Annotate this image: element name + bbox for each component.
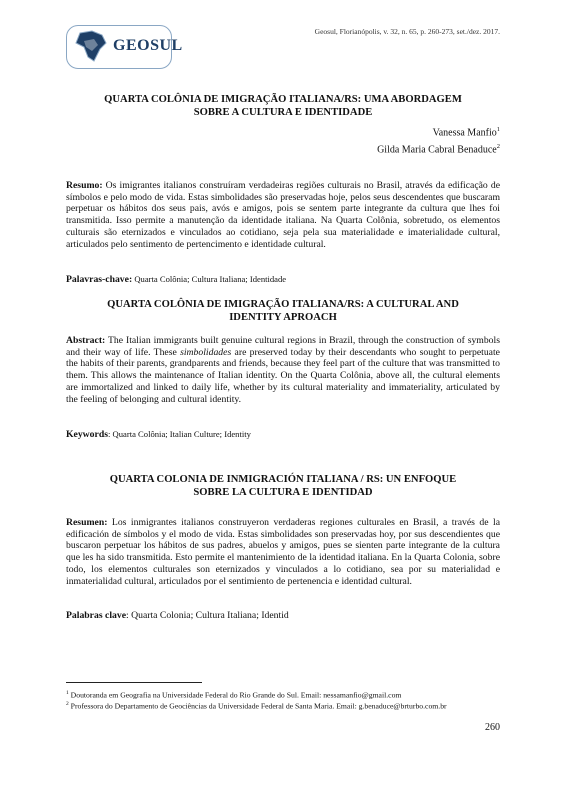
- abstract-emphasis: simbolidades: [180, 346, 232, 358]
- title-en-line2: IDENTITY APROACH: [229, 312, 337, 323]
- resumen-paragraph: [66, 517, 500, 587]
- title-es-line1: QUARTA COLONIA DE INMIGRACIÓN ITALIANA / RS: UN ENFOQUE: [109, 474, 457, 485]
- journal-logo: [66, 25, 183, 69]
- author-note: 2: [496, 143, 500, 151]
- palabras-clave-values: : Quarta Colonia; Cultura Italiana; Identid: [126, 610, 289, 621]
- palavras-chave-values: Quarta Colônia; Cultura Italiana; Identidade: [132, 274, 287, 284]
- palavras-chave: [66, 274, 500, 286]
- page-number: 260: [485, 722, 500, 733]
- title-english: [66, 298, 500, 324]
- resumo-label: Resumo:: [66, 180, 103, 191]
- author-list: [377, 123, 500, 158]
- author-name: Gilda Maria Cabral Benaduce: [377, 144, 497, 156]
- footnote-2: [66, 699, 500, 712]
- abstract-text-a: The Italian immigrants built genuine cultural regions in Brazil, through the construction of symbols and their way of life. These: [66, 335, 500, 358]
- keywords-values: : Quarta Colônia; Italian Culture; Identity: [107, 429, 251, 439]
- title-portuguese: [66, 93, 500, 119]
- keywords-label: Keywords: [66, 429, 108, 440]
- abstract-text-b: are preserved today by their descendants who sought to perpetuate the habits of their parents, grandparents and friends, because they feel part of the culture that was transmitted to them. This allows the maintenance of Italian identity. On the Quarta Colônia, above all, the cultural elements are immortalized and linked to daily life, whether by its cultural materiality and immateriality, articulated by the feeling of belonging and cultural identity.: [66, 346, 500, 405]
- footnote-number: 2: [66, 701, 69, 707]
- resumen-text: Los inmigrantes italianos construyeron verdaderas regiones culturales en Brasil, a través de la edificación de símbolos y el modo de vida. Estas simbolidades son preservadas hoy, por sus descendientes que buscaron perpetuar los hábitos de sus padres, abuelos y amigos, pues se sienten parte integrante de la cultura que les ha sido transmitida. Esto permite el mantenimiento de la identidad italiana. En la Quarta Colonia, sobre todo, los elementos culturales son eternizados y vinculados a lo cotidiano, sea por su materialidad e inmaterialidad cultural, articulados por el sentimiento de pertenencia e identidad cultural.: [66, 517, 500, 587]
- abstract-paragraph: [66, 335, 500, 405]
- resumo-paragraph: [66, 180, 500, 250]
- journal-reference: Geosul, Florianópolis, v. 32, n. 65, p. 260-273, set./dez. 2017.: [314, 27, 500, 36]
- author-1: [377, 123, 500, 140]
- footnote-divider: [66, 682, 202, 683]
- title-en-line1: QUARTA COLÔNIA DE IMIGRAÇÃO ITALIANA/RS: A CULTURAL AND: [107, 299, 459, 310]
- map-silhouette-icon: [72, 29, 112, 65]
- author-2: [377, 140, 500, 157]
- footnote-text: Doutoranda em Geografia na Universidade Federal do Rio Grande do Sul. Email: nessamanfio@gmail.com: [68, 690, 402, 700]
- title-es-line2: SOBRE LA CULTURA E IDENTIDAD: [193, 487, 373, 498]
- footnote-number: 1: [66, 690, 69, 696]
- palabras-clave-label: Palabras clave: [66, 610, 126, 621]
- palabras-clave: [66, 610, 500, 622]
- resumo-text: Os imigrantes italianos construíram verdadeiras regiões culturais no Brasil, através da edificação de símbolos e pelo modo de vida. Estas simbolidades são preservadas hoje, pelos seus descendentes que buscaram perpetuar os hábitos dos seus pais, avós e amigos, pois se sentem parte integrante da cultura que lhes foi transmitida. Isso permite a manutenção da identidade italiana. Na Quarta Colônia, sobretudo, os elementos culturais são eternizados e vinculados ao cotidiano, seja pela sua materialidade e imaterialidade cultural, articulados pelo sentimento de pertencimento e identidade cultural.: [66, 180, 500, 250]
- author-name: Vanessa Manfio: [432, 127, 497, 139]
- abstract-label: Abstract:: [66, 335, 106, 346]
- title-spanish: [66, 473, 500, 499]
- title-pt-line2: SOBRE A CULTURA E IDENTIDADE: [193, 107, 373, 118]
- logo-text: GEOSUL: [113, 37, 183, 54]
- author-note: 1: [496, 126, 500, 133]
- footnote-text: Professora do Departamento de Geociências da Universidade Federal de Santa Maria. Email: g.benaduce@brturbo.com.br: [68, 701, 447, 711]
- title-pt-line1: QUARTA COLÔNIA DE IMIGRAÇÃO ITALIANA/RS: UMA ABORDAGEM: [104, 94, 462, 105]
- palavras-chave-label: Palavras-chave:: [66, 274, 133, 285]
- resumen-label: Resumen:: [66, 517, 108, 528]
- keywords: [66, 429, 500, 441]
